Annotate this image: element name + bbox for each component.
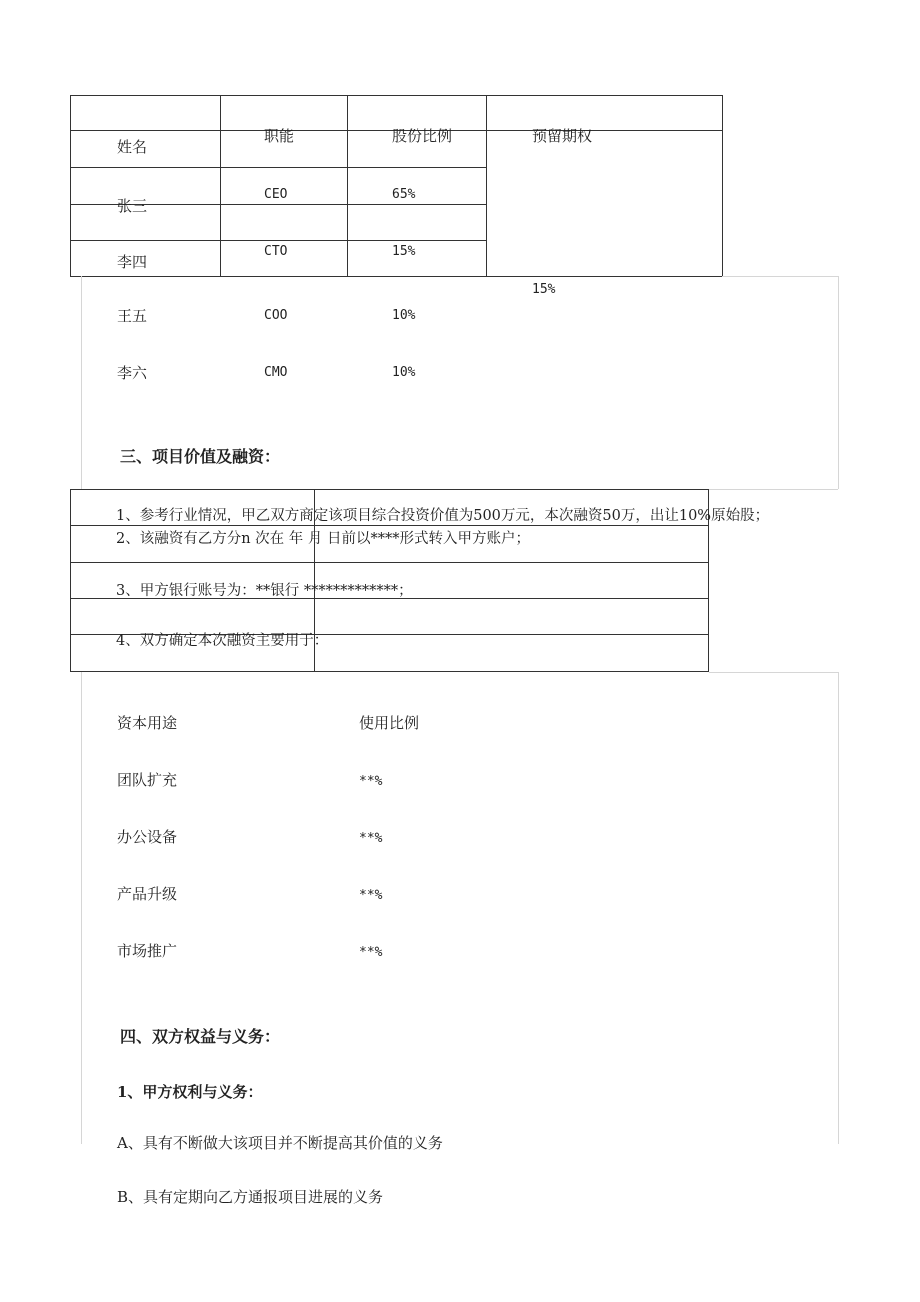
usage-header-purpose: 资本用途 [117, 714, 178, 732]
usage-row-purpose: 市场推广 [117, 942, 178, 960]
row-share: 65% [392, 187, 416, 202]
page-frame-line [709, 672, 838, 673]
usage-row-purpose: 办公设备 [117, 828, 178, 846]
row-share: 10% [392, 308, 416, 323]
row-name: 张三 [117, 197, 148, 215]
row-role: CTO [264, 244, 288, 259]
equity-table-border [486, 95, 487, 276]
financing-item: 4、双方确定本次融资主要用于： [116, 633, 329, 649]
obligation-item: B、具有定期向乙方通报项目进展的义务 [117, 1188, 384, 1206]
page-frame-line [81, 276, 82, 489]
usage-row-ratio: **% [359, 831, 383, 846]
section-4-heading: 四、双方权益与义务： [120, 1027, 281, 1046]
equity-table-border [70, 95, 71, 276]
equity-table-border [70, 167, 486, 168]
usage-header-ratio: 使用比例 [359, 714, 420, 732]
usage-row-ratio: **% [359, 945, 383, 960]
financing-item: 1、参考行业情况，甲乙双方商定该项目综合投资价值为500万元，本次融资50万，出让10%原始股； [116, 508, 770, 524]
page-frame-line [838, 276, 839, 489]
header-name: 姓名 [117, 138, 148, 156]
reserved-option-value: 15% [532, 282, 556, 297]
row-role: CMO [264, 365, 288, 380]
equity-table-border [70, 95, 723, 96]
row-share: 15% [392, 244, 416, 259]
equity-table-border [70, 240, 486, 241]
financing-grid-border [70, 489, 709, 490]
financing-grid-border [70, 562, 709, 563]
row-share: 10% [392, 365, 416, 380]
financing-grid-border [70, 671, 709, 672]
row-role: CEO [264, 187, 288, 202]
section-4-subheading: 1、甲方权利与义务： [117, 1083, 263, 1101]
page-frame-line [709, 489, 838, 490]
row-name: 李六 [117, 364, 148, 382]
row-name: 李四 [117, 253, 148, 271]
page-frame-line [81, 672, 82, 1144]
usage-row-ratio: **% [359, 774, 383, 789]
financing-grid-border [70, 489, 71, 671]
section-3-heading: 三、项目价值及融资： [120, 447, 281, 466]
row-role: COO [264, 308, 288, 323]
row-name: 王五 [117, 307, 148, 325]
obligation-item: A、具有不断做大该项目并不断提高其价值的义务 [117, 1134, 443, 1152]
financing-item: 2、该融资有乙方分n 次在 年 月 日前以****形式转入甲方账户； [116, 531, 530, 547]
equity-table-border [347, 95, 348, 276]
equity-table-border [722, 95, 723, 276]
usage-row-purpose: 产品升级 [117, 885, 178, 903]
financing-grid-border [70, 525, 709, 526]
usage-row-ratio: **% [359, 888, 383, 903]
page-frame-line [722, 276, 838, 277]
equity-table-border [220, 95, 221, 276]
header-share: 股份比例 [392, 127, 453, 145]
header-role: 职能 [264, 127, 295, 145]
equity-table-border [70, 276, 723, 277]
page-frame-line [838, 672, 839, 1144]
usage-row-purpose: 团队扩充 [117, 771, 178, 789]
header-reserved-option: 预留期权 [532, 127, 593, 145]
financing-item: 3、甲方银行账号为：**银行 *************； [116, 583, 413, 599]
